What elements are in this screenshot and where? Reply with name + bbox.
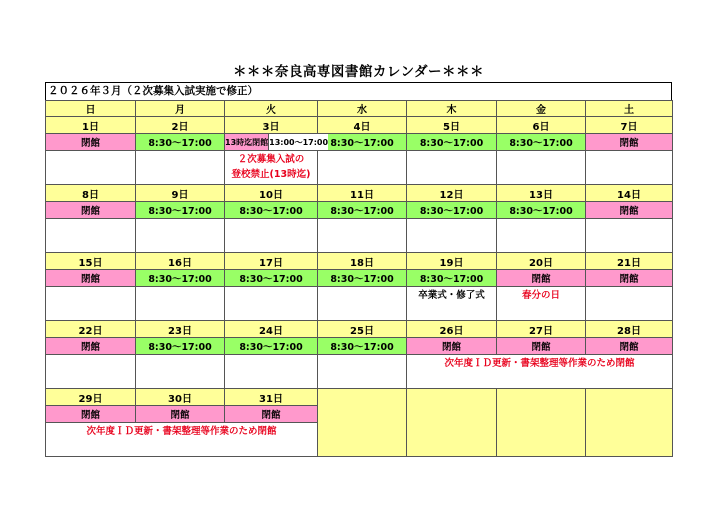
calendar-sheet bbox=[45, 62, 672, 457]
hours-open: 8:30～17:00 bbox=[497, 202, 586, 219]
hours-open: 8:30～17:00 bbox=[136, 270, 225, 287]
date-cell: 21日 bbox=[586, 253, 673, 270]
date-cell: 7日 bbox=[586, 117, 673, 134]
hours-open: 8:30～17:00 bbox=[497, 134, 586, 151]
weekday-header-row bbox=[46, 101, 673, 117]
date-cell: 16日 bbox=[136, 253, 225, 270]
hours-closed: 閉館 bbox=[136, 406, 225, 423]
weekday-tue: 火 bbox=[225, 101, 318, 117]
date-cell: 14日 bbox=[586, 185, 673, 202]
week-1-notes bbox=[46, 151, 673, 185]
weekday-sat: 土 bbox=[586, 101, 673, 117]
date-cell: 29日 bbox=[46, 389, 136, 406]
hours-closed: 閉館 bbox=[46, 406, 136, 423]
hours-open: 8:30～17:00 bbox=[136, 202, 225, 219]
weekday-mon: 月 bbox=[136, 101, 225, 117]
date-cell: 28日 bbox=[586, 321, 673, 338]
week-4-dates bbox=[46, 321, 673, 338]
hours-open: 8:30～17:00 bbox=[136, 134, 225, 151]
hours-closed: 閉館 bbox=[586, 270, 673, 287]
hours-closed: 閉館 bbox=[586, 134, 673, 151]
date-cell: 19日 bbox=[407, 253, 497, 270]
page-subtitle: ２０２６年３月（２次募集入試実施で修正） bbox=[45, 83, 672, 100]
hours-open: 8:30～17:00 bbox=[225, 202, 318, 219]
note-exam bbox=[225, 151, 318, 185]
date-cell: 12日 bbox=[407, 185, 497, 202]
calendar-table bbox=[45, 100, 673, 457]
date-cell: 26日 bbox=[407, 321, 497, 338]
note-id-renewal: 次年度ＩＤ更新・書架整理等作業のため閉館 bbox=[407, 355, 673, 389]
date-cell: 13日 bbox=[497, 185, 586, 202]
date-cell: 4日 bbox=[318, 117, 407, 134]
hours-closed: 閉館 bbox=[586, 202, 673, 219]
week-5-dates bbox=[46, 389, 673, 406]
date-cell: 30日 bbox=[136, 389, 225, 406]
hours-open: 8:30～17:00 bbox=[318, 270, 407, 287]
date-cell: 10日 bbox=[225, 185, 318, 202]
week-3-notes bbox=[46, 287, 673, 321]
date-cell: 15日 bbox=[46, 253, 136, 270]
date-cell: 20日 bbox=[497, 253, 586, 270]
week-2-notes bbox=[46, 219, 673, 253]
hours-open-afternoon: 13:00～17:00 bbox=[269, 134, 328, 150]
hours-closed: 閉館 bbox=[586, 338, 673, 355]
date-cell: 11日 bbox=[318, 185, 407, 202]
date-cell: 8日 bbox=[46, 185, 136, 202]
hours-open: 8:30～17:00 bbox=[407, 134, 497, 151]
hours-closed: 閉館 bbox=[46, 134, 136, 151]
weekday-thu: 木 bbox=[407, 101, 497, 117]
week-4-hours bbox=[46, 338, 673, 355]
hours-split bbox=[225, 134, 329, 151]
weekday-wed: 水 bbox=[318, 101, 407, 117]
hours-closed: 閉館 bbox=[46, 338, 136, 355]
hours-closed: 閉館 bbox=[407, 338, 497, 355]
hours-closed-until-13: 13時迄閉館 bbox=[225, 134, 269, 150]
hours-open: 8:30～17:00 bbox=[318, 202, 407, 219]
date-cell: 9日 bbox=[136, 185, 225, 202]
note-graduation: 卒業式・修了式 bbox=[407, 287, 497, 321]
hours-closed: 閉館 bbox=[46, 202, 136, 219]
hours-open: 8:30～17:00 bbox=[407, 270, 497, 287]
date-cell: 1日 bbox=[46, 117, 136, 134]
date-cell: 17日 bbox=[225, 253, 318, 270]
week-2-dates bbox=[46, 185, 673, 202]
date-cell: 23日 bbox=[136, 321, 225, 338]
hours-closed: 閉館 bbox=[46, 270, 136, 287]
hours-open: 8:30～17:00 bbox=[225, 270, 318, 287]
date-cell: 5日 bbox=[407, 117, 497, 134]
date-cell: 27日 bbox=[497, 321, 586, 338]
hours-closed: 閉館 bbox=[497, 338, 586, 355]
date-cell: 25日 bbox=[318, 321, 407, 338]
hours-closed: 閉館 bbox=[225, 406, 318, 423]
date-cell: 31日 bbox=[225, 389, 318, 406]
week-3-dates bbox=[46, 253, 673, 270]
page-title: ＊＊＊奈良高専図書館カレンダー＊＊＊ bbox=[45, 62, 672, 83]
date-cell: 3日 bbox=[225, 117, 318, 134]
hours-open: 8:30～17:00 bbox=[318, 338, 407, 355]
weekday-fri: 金 bbox=[497, 101, 586, 117]
week-1-dates bbox=[46, 117, 673, 134]
date-cell: 18日 bbox=[318, 253, 407, 270]
hours-closed: 閉館 bbox=[497, 270, 586, 287]
date-cell: 22日 bbox=[46, 321, 136, 338]
note-equinox: 春分の日 bbox=[497, 287, 586, 321]
hours-open: 8:30～17:00 bbox=[136, 338, 225, 355]
date-cell: 24日 bbox=[225, 321, 318, 338]
note-exam-line1: ２次募集入試の bbox=[237, 154, 305, 165]
date-cell: 6日 bbox=[497, 117, 586, 134]
hours-open: 8:30～17:00 bbox=[225, 338, 318, 355]
week-3-hours bbox=[46, 270, 673, 287]
week-4-notes bbox=[46, 355, 673, 389]
note-id-renewal: 次年度ＩＤ更新・書架整理等作業のため閉館 bbox=[46, 423, 318, 457]
hours-open: 8:30～17:00 bbox=[407, 202, 497, 219]
hours-open: 8:30～17:00 bbox=[318, 134, 407, 151]
note-exam-line2: 登校禁止(13時迄) bbox=[231, 169, 311, 180]
week-1-hours bbox=[46, 134, 673, 151]
date-cell: 2日 bbox=[136, 117, 225, 134]
weekday-sun: 日 bbox=[46, 101, 136, 117]
week-2-hours bbox=[46, 202, 673, 219]
